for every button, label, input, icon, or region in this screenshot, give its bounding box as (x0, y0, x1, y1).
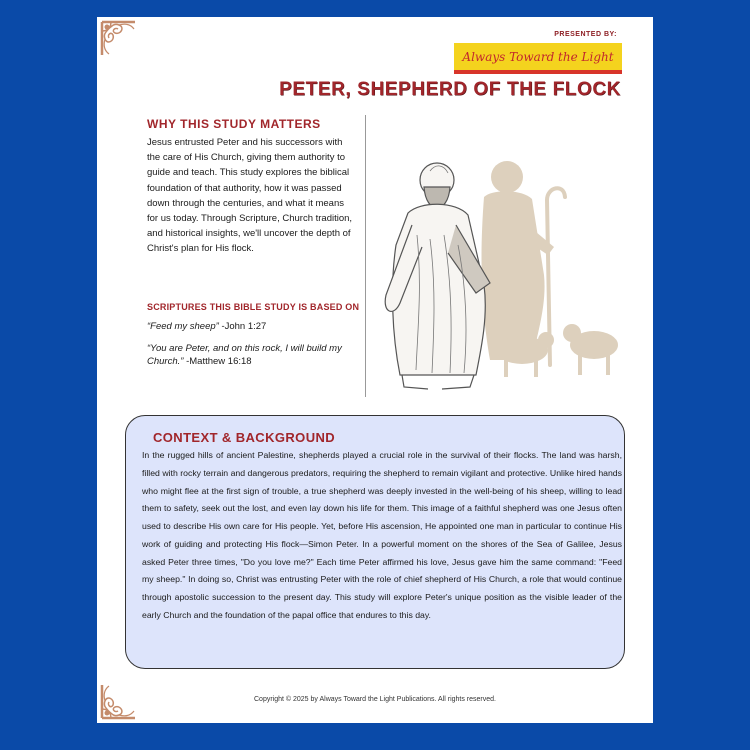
scripture-quote-1: “Feed my sheep” (147, 321, 219, 332)
why-heading: WHY THIS STUDY MATTERS (147, 117, 321, 131)
context-body: In the rugged hills of ancient Palestine, shepherds played a crucial role in the survival of their flocks. The land was harsh, filled with rocky terrain and dangerous predators, requiring the shepherd to remain vigilant and protective. Unlike hired hands who might flee at the first sign of trouble, a true shepherd was deeply invested in the well-being of his sheep, willing to lead them to safety, seek out the lost, and even lay down his life for them. This image of a faithful shepherd was one Jesus often used to describe His own care for His people. Yet, before His ascension, He appointed one man in particular to continue His work of guiding and protecting His flock—Simon Peter. In a powerful moment on the shores of the Sea of Galilee, Jesus asked Peter three times, "Do you love me?" Each time Peter affirmed his love, Jesus gave him the same command: "Feed my sheep." In doing so, Christ was entrusting Peter with the role of chief shepherd of His Church, a role that would continue through apostolic succession to the present day. This study will explore Peter's unique position as the visible leader of the early Church and the foundation of the papal office that endures to this day. (142, 450, 622, 620)
column-divider (365, 115, 366, 397)
why-body: Jesus entrusted Peter and his successors with the care of His Church, giving them authority to guide and teach. This study explores the biblical foundation of that authority, how it was passed down through the centuries, and what it means for us today. Through Scripture, Church tradition, and historical insights, we'll uncover the depth of Christ's plan for His flock. (147, 137, 353, 255)
context-heading: CONTEXT & BACKGROUND (153, 430, 336, 445)
scripture-item-1 (147, 320, 367, 333)
corner-ornament-top-left (99, 19, 139, 59)
scripture-quote-2: “You are Peter, and on this rock, I will build my Church.” (147, 343, 342, 367)
scripture-item-2 (147, 343, 367, 368)
scripture-ref-1: -John 1:27 (218, 321, 267, 332)
logo-text: Always Toward the Light (462, 49, 614, 64)
publisher-logo (454, 43, 622, 74)
scripture-ref-2: -Matthew 16:18 (183, 355, 252, 367)
scriptures-heading: SCRIPTURES THIS BIBLE STUDY IS BASED ON (147, 302, 360, 312)
peter-shepherd-illustration (372, 135, 627, 395)
page-title: PETER, SHEPHERD OF THE FLOCK (279, 79, 621, 100)
presented-by-label: PRESENTED BY: (554, 31, 617, 38)
copyright-notice: Copyright © 2025 by Always Toward the Light Publications. All rights reserved. (254, 696, 496, 703)
document-page (97, 17, 653, 723)
